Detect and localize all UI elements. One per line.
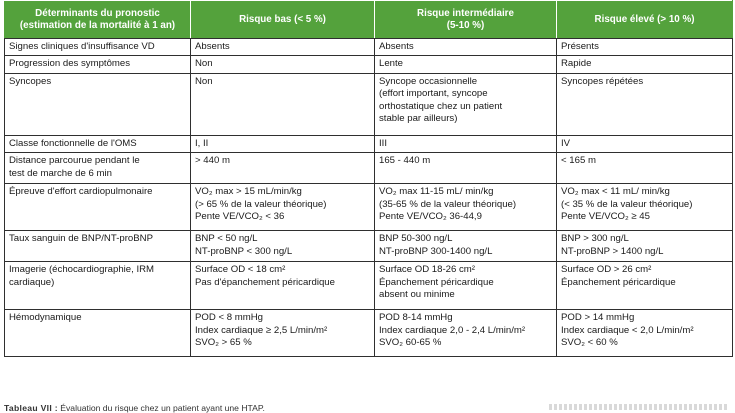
cell-line: III (379, 137, 387, 149)
cell-line: Syncopes répétées (561, 75, 644, 87)
cell-line: Syncopes (9, 75, 52, 87)
cell-line: cardiaque) (9, 276, 55, 288)
row-determinant-cell (5, 73, 191, 135)
risk-high-cell (557, 262, 733, 310)
cell-line: Surface OD 18-26 cm² (379, 264, 475, 276)
table-row (5, 184, 733, 231)
risk-high-cell (557, 231, 733, 262)
cell-line: Index cardiaque ≥ 2,5 L/min/m² (195, 324, 328, 336)
risk-low-cell (191, 184, 375, 231)
cell-line: Lente (379, 58, 404, 70)
cell-line: (> 65 % de la valeur théorique) (195, 198, 327, 210)
cell-line: Épanchement péricardique (379, 276, 494, 288)
table-row (5, 262, 733, 310)
risk-low-cell (191, 153, 375, 184)
cell-line: Épanchement péricardique (561, 276, 676, 288)
risk-low-cell (191, 73, 375, 135)
table-row (5, 39, 733, 56)
header-risk-high: Risque élevé (> 10 %) (557, 1, 733, 39)
cell-line: VO₂ max > 15 mL/min/kg (195, 186, 302, 198)
cell-line: 165 - 440 m (379, 155, 431, 167)
cell-line: Index cardiaque < 2,0 L/min/m² (561, 324, 694, 336)
risk-low-cell (191, 39, 375, 56)
risk-mid-cell (375, 231, 557, 262)
cell-line: I, II (195, 137, 209, 149)
cell-line: SVO₂ 60-65 % (379, 337, 442, 349)
cell-line: Rapide (561, 58, 592, 70)
cell-line: Non (195, 75, 213, 87)
cell-line: NT-proBNP 300-1400 ng/L (379, 245, 493, 257)
cell-line: Présents (561, 41, 599, 52)
cell-line: Taux sanguin de BNP/NT-proBNP (9, 233, 153, 245)
cell-line: Syncope occasionnelle (379, 75, 478, 87)
cell-line: NT-proBNP < 300 ng/L (195, 245, 293, 257)
table-row (5, 56, 733, 73)
cell-line: stable par ailleurs) (379, 113, 458, 125)
cell-line: Pente VE/VCO₂ 36-44,9 (379, 211, 482, 223)
cell-line: BNP 50-300 ng/L (379, 233, 453, 245)
table-header-row (5, 1, 733, 39)
risk-low-cell (191, 231, 375, 262)
cell-line: VO₂ max < 11 mL/ min/kg (561, 186, 670, 198)
table-caption (4, 403, 265, 413)
cell-line: Progression des symptômes (9, 58, 131, 70)
risk-high-cell (557, 56, 733, 73)
risk-mid-cell (375, 135, 557, 152)
cell-line: Non (195, 58, 213, 70)
cell-line: > 440 m (195, 155, 230, 167)
cell-line: Signes cliniques d'insuffisance VD (9, 41, 155, 52)
cell-line: POD > 14 mmHg (561, 312, 635, 324)
risk-low-cell (191, 56, 375, 73)
cell-line: POD < 8 mmHg (195, 312, 263, 324)
cell-line: Épreuve d'effort cardiopulmonaire (9, 186, 153, 198)
row-determinant-cell (5, 153, 191, 184)
risk-mid-cell (375, 56, 557, 73)
risk-high-cell (557, 135, 733, 152)
cell-line: orthostatique chez un patient (379, 100, 503, 112)
risk-low-cell (191, 135, 375, 152)
cell-line: SVO₂ < 60 % (561, 337, 618, 349)
risk-high-cell (557, 310, 733, 357)
cell-line: BNP > 300 ng/L (561, 233, 629, 245)
cell-line: (35-65 % de la valeur théorique) (379, 198, 517, 210)
cell-line: Absents (195, 41, 230, 52)
risk-table (4, 0, 733, 357)
risk-mid-cell (375, 153, 557, 184)
cell-line: Pente VE/VCO₂ ≥ 45 (561, 211, 650, 223)
caption-text: Évaluation du risque chez un patient ayant une HTAP. (60, 403, 265, 413)
cell-line: Imagerie (échocardiographie, IRM (9, 264, 155, 276)
risk-mid-cell (375, 73, 557, 135)
table-row (5, 310, 733, 357)
caption-label: Tableau VII : (4, 403, 58, 413)
header-determinants: Déterminants du pronostic (estimation de la mortalité à 1 an) (5, 1, 191, 39)
cell-line: Index cardiaque 2,0 - 2,4 L/min/m² (379, 324, 526, 336)
risk-mid-cell (375, 184, 557, 231)
row-determinant-cell (5, 262, 191, 310)
cell-line: (effort important, syncope (379, 88, 488, 100)
table-body (5, 39, 733, 357)
risk-high-cell (557, 153, 733, 184)
risk-low-cell (191, 262, 375, 310)
row-determinant-cell (5, 184, 191, 231)
row-determinant-cell (5, 231, 191, 262)
cell-line: Classe fonctionnelle de l'OMS (9, 137, 137, 149)
row-determinant-cell (5, 310, 191, 357)
risk-high-cell (557, 184, 733, 231)
risk-mid-cell (375, 262, 557, 310)
faded-footer-text (549, 404, 729, 410)
cell-line: Surface OD < 18 cm² (195, 264, 286, 276)
cell-line: test de marche de 6 min (9, 167, 112, 179)
cell-line: Surface OD > 26 cm² (561, 264, 652, 276)
cell-line: < 165 m (561, 155, 596, 167)
cell-line: Hémodynamique (9, 312, 82, 324)
cell-line: POD 8-14 mmHg (379, 312, 453, 324)
row-determinant-cell (5, 135, 191, 152)
cell-line: absent ou minime (379, 289, 455, 301)
table-row (5, 231, 733, 262)
cell-line: Pas d'épanchement péricardique (195, 276, 335, 288)
cell-line: Distance parcourue pendant le (9, 155, 140, 167)
cell-line: Absents (379, 41, 414, 52)
cell-line: VO₂ max 11-15 mL/ min/kg (379, 186, 494, 198)
risk-mid-cell (375, 39, 557, 56)
header-risk-low: Risque bas (< 5 %) (191, 1, 375, 39)
table-row (5, 73, 733, 135)
cell-line: BNP < 50 ng/L (195, 233, 258, 245)
cell-line: (< 35 % de la valeur théorique) (561, 198, 693, 210)
cell-line: IV (561, 137, 571, 149)
risk-low-cell (191, 310, 375, 357)
risk-mid-cell (375, 310, 557, 357)
risk-high-cell (557, 73, 733, 135)
row-determinant-cell (5, 56, 191, 73)
row-determinant-cell (5, 39, 191, 56)
table-row (5, 153, 733, 184)
cell-line: NT-proBNP > 1400 ng/L (561, 245, 664, 257)
risk-high-cell (557, 39, 733, 56)
cell-line: Pente VE/VCO₂ < 36 (195, 211, 285, 223)
table-row (5, 135, 733, 152)
header-risk-intermediate: Risque intermédiaire (5-10 %) (375, 1, 557, 39)
cell-line: SVO₂ > 65 % (195, 337, 252, 349)
